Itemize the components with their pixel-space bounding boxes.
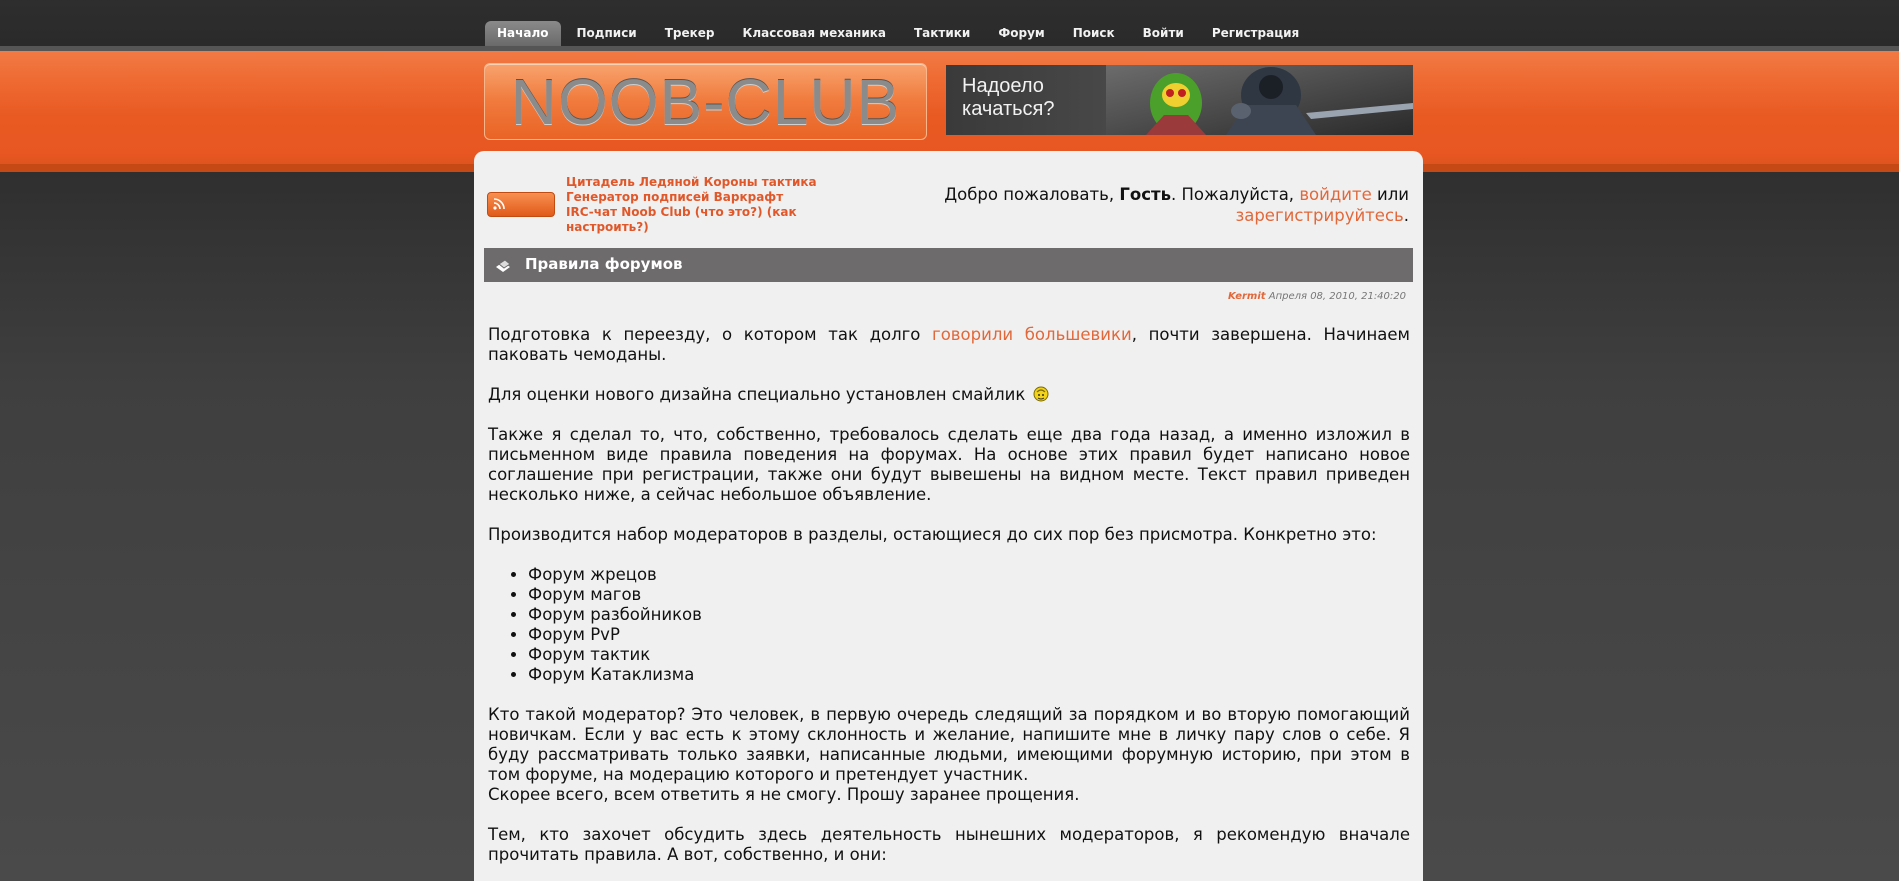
smiley-icon — [1033, 386, 1049, 402]
welcome-user: Гость — [1119, 185, 1172, 204]
welcome-prefix: Добро пожаловать, — [944, 185, 1120, 204]
list-item: • Форум тактик — [528, 645, 1410, 665]
post-body — [488, 325, 1410, 881]
nav-item-signatures[interactable]: Подписи — [576, 26, 637, 40]
banner-characters-image — [1106, 65, 1413, 135]
nav-item-search[interactable]: Поиск — [1072, 26, 1115, 40]
banner-text: Надоело качаться? — [962, 75, 1055, 120]
ad-banner[interactable] — [946, 65, 1413, 135]
post-p5b: Скорее всего, всем ответить я не смогу. Прошу заранее прощения. — [488, 785, 1080, 804]
quick-link-signature-generator[interactable]: Генератор подписей Варкрафт — [566, 190, 784, 204]
quick-links — [566, 175, 826, 235]
site-logo[interactable] — [484, 63, 927, 140]
logo-text: NOOB-CLUB — [510, 65, 901, 138]
quick-link-icc-tactics[interactable]: Цитадель Ледяной Короны тактика — [566, 175, 817, 189]
forum-list — [488, 565, 1410, 685]
list-item: • Форум разбойников — [528, 605, 1410, 625]
quick-link-irc-chat[interactable]: IRC-чат Noob Club (что это?) (как настроить?) — [566, 205, 797, 234]
post-title-bar — [484, 248, 1413, 282]
list-item: • Форум жрецов — [528, 565, 1410, 585]
post-p2: Для оценки нового дизайна специально установлен смайлик — [488, 385, 1026, 404]
bolsheviks-link[interactable]: говорили большевики — [932, 325, 1132, 344]
login-link[interactable]: войдите — [1299, 185, 1372, 204]
nav-item-tracker[interactable]: Трекер — [664, 26, 715, 40]
post-paragraph: Также я сделал то, что, собственно, требовалось сделать еще два года назад, а именно изложил в письменном виде правила поведения на форумах. На основе этих правил будет написано новое соглашение при регистрации, также они будут вывешены на видном месте. Текст правил приведен несколько ниже, а сейчас небольшое объявление. — [488, 425, 1410, 504]
post-paragraph — [488, 325, 1410, 365]
post-paragraph: Тем, кто захочет обсудить здесь деятельность нынешних модераторов, я рекомендую вначале прочитать правила. А вот, собственно, и они: — [488, 825, 1410, 864]
welcome-middle: . Пожалуйста, — [1171, 185, 1300, 204]
post-title: Правила форумов — [525, 255, 683, 273]
list-item: • Форум магов — [528, 585, 1410, 605]
post-paragraph — [488, 385, 1410, 405]
post-meta — [1100, 291, 1406, 302]
welcome-or: или — [1371, 185, 1409, 204]
post-paragraph: Производится набор модераторов в разделы, остающиеся до сих пор без присмотра. Конкретно это: — [488, 525, 1377, 544]
nav-item-register[interactable]: Регистрация — [1211, 26, 1300, 40]
post-author[interactable]: Kermit — [1228, 291, 1266, 302]
nav-item-tactics[interactable]: Тактики — [913, 26, 971, 40]
welcome-message — [920, 184, 1409, 226]
welcome-end: . — [1403, 206, 1409, 225]
nav-item-home[interactable]: Начало — [485, 21, 561, 46]
list-item: • Форум Катаклизма — [528, 665, 1410, 685]
nav-item-class-mechanics[interactable]: Классовая механика — [742, 26, 886, 40]
post-date: Апреля 08, 2010, 21:40:20 — [1268, 291, 1406, 302]
rss-button[interactable] — [487, 192, 555, 217]
register-link[interactable]: зарегистрируйтесь — [1235, 206, 1404, 225]
post-p5: Кто такой модератор? Это человек, в первую очередь следящий за порядком и во вторую помогающий новичкам. Если у вас есть к этому склонность и желание, напишите мне в личку пару слов о себе. Я буду рассматривать только заявки, написанные людьми, имеющими форумную историю, при этом в том форуме, на модерацию которого и претендует участник. — [488, 705, 1410, 784]
post-paragraph — [488, 705, 1410, 805]
main-nav — [485, 21, 1315, 46]
post-p1-after: , почти завершена. Начинаем паковать чемоданы. — [488, 325, 1410, 364]
nav-item-forum[interactable]: Форум — [998, 26, 1045, 40]
nav-item-login[interactable]: Войти — [1142, 26, 1184, 40]
rss-icon — [493, 198, 505, 213]
list-item: • Форум PvP — [528, 625, 1410, 645]
post-p1-before: Подготовка к переезду, о котором так долго — [488, 325, 933, 344]
topic-icon — [494, 257, 512, 275]
